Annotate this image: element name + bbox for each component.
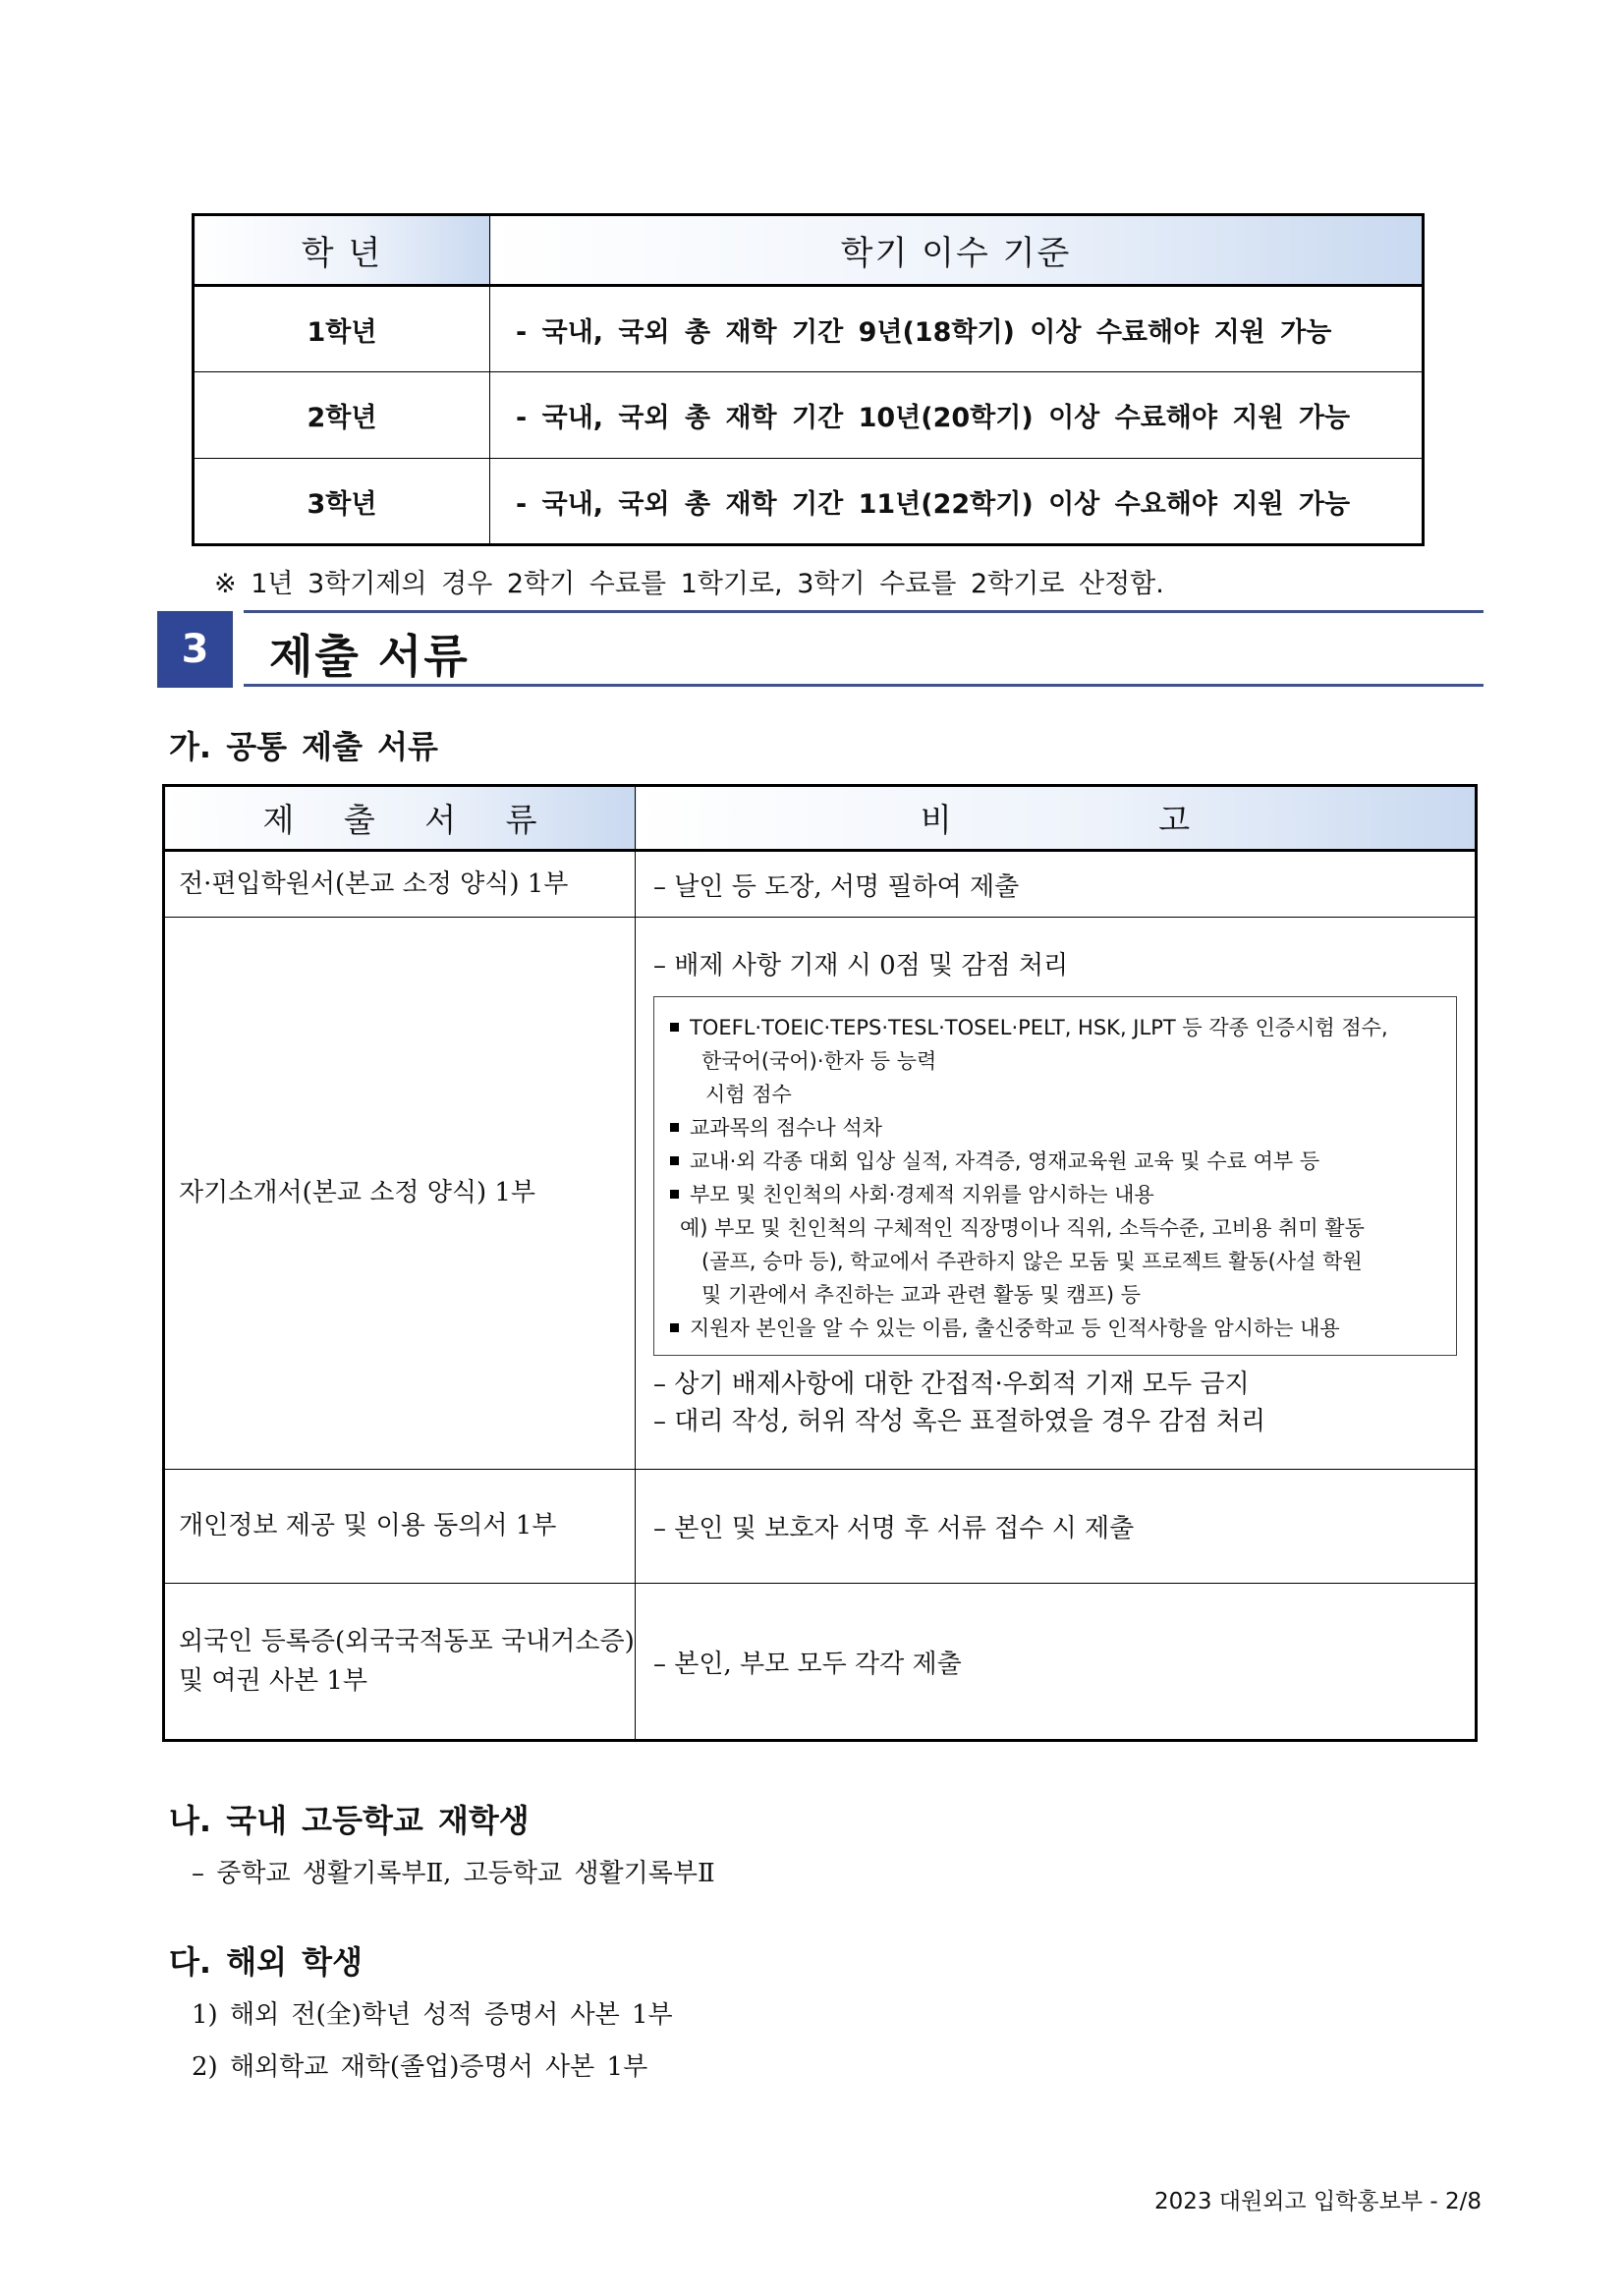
grade-cell: 1학년 [194, 286, 490, 372]
document-cell: 전·편입학원서(본교 소정 양식) 1부 [164, 851, 636, 918]
remark-cell [636, 918, 1477, 1470]
remark-cell: – 본인 및 보호자 서명 후 서류 접수 시 제출 [636, 1470, 1477, 1584]
remark-line: – 배제 사항 기재 시 0점 및 감점 처리 [653, 950, 1069, 980]
semester-criteria-table [192, 213, 1425, 546]
section-divider-bottom [244, 684, 1484, 687]
subheading-overseas-students: 다. 해외 학생 [169, 1943, 363, 1981]
table-row [164, 851, 1477, 918]
exclusion-box [653, 996, 1457, 1356]
table-row [164, 918, 1477, 1470]
grade-cell: 2학년 [194, 372, 490, 459]
section-divider-top [244, 610, 1484, 613]
overseas-item: 1) 해외 전(全)학년 성적 증명서 사본 1부 [192, 2000, 673, 2030]
document-cell [164, 1584, 636, 1741]
criteria-cell: - 국내, 국외 총 재학 기간 9년(18학기) 이상 수료해야 지원 가능 [490, 286, 1424, 372]
document-cell: 개인정보 제공 및 이용 동의서 1부 [164, 1470, 636, 1584]
table-row [194, 286, 1424, 372]
list-item-continuation: 한국어(국어)·한자 등 능력 [701, 1048, 937, 1073]
square-bullet-icon [670, 1190, 679, 1199]
column-header-remarks: 비 고 [636, 786, 1477, 851]
document-cell: 자기소개서(본교 소정 양식) 1부 [164, 918, 636, 1470]
semester-note: ※ 1년 3학기제의 경우 2학기 수료를 1학기로, 3학기 수료를 2학기로 산정함. [214, 569, 1164, 599]
grade-cell: 3학년 [194, 459, 490, 545]
domestic-documents-line: – 중학교 생활기록부Ⅱ, 고등학교 생활기록부Ⅱ [192, 1859, 715, 1888]
document-line: 및 여권 사본 1부 [179, 1666, 368, 1696]
list-item: 부모 및 친인척의 사회·경제적 지위를 암시하는 내용 [668, 1178, 1442, 1211]
square-bullet-icon [670, 1156, 679, 1165]
column-header-grade: 학 년 [194, 215, 490, 286]
example-continuation: (골프, 승마 등), 학교에서 주관하지 않은 모둠 및 프로젝트 활동(사설 학원 [701, 1249, 1363, 1273]
subheading-common-documents: 가. 공통 제출 서류 [169, 728, 438, 765]
column-header-criteria: 학기 이수 기준 [490, 215, 1424, 286]
section-number: 3 [157, 611, 233, 688]
remark-line: – 대리 작성, 허위 작성 혹은 표절하였을 경우 감점 처리 [653, 1406, 1266, 1436]
table-row [164, 1584, 1477, 1741]
documents-table [162, 784, 1478, 1742]
criteria-cell: - 국내, 국외 총 재학 기간 11년(22학기) 이상 수요해야 지원 가능 [490, 459, 1424, 545]
section-title: 제출 서류 [269, 630, 470, 683]
example-continuation: 및 기관에서 추진하는 교과 관련 활동 및 캠프) 등 [701, 1282, 1142, 1307]
overseas-item: 2) 해외학교 재학(졸업)증명서 사본 1부 [192, 2052, 648, 2082]
list-item: TOEFL·TOEIC·TEPS·TESL·TOSEL·PELT, HSK, JLPT 등 각종 인증시험 점수, [668, 1011, 1442, 1044]
list-item: 교내·외 각종 대회 입상 실적, 자격증, 영재교육원 교육 및 수료 여부 등 [668, 1145, 1442, 1178]
table-header-row [164, 786, 1477, 851]
square-bullet-icon [670, 1123, 679, 1132]
square-bullet-icon [670, 1323, 679, 1332]
remark-line: – 상기 배제사항에 대한 간접적·우회적 기재 모두 금지 [653, 1369, 1250, 1399]
list-item: 교과목의 점수나 석차 [668, 1111, 1442, 1145]
table-row [164, 1470, 1477, 1584]
table-row [194, 372, 1424, 459]
page-footer: 2023 대원외고 입학홍보부 - 2/8 [1153, 2189, 1482, 2214]
table-header-row [194, 215, 1424, 286]
remark-cell: – 본인, 부모 모두 각각 제출 [636, 1584, 1477, 1741]
list-item: 지원자 본인을 알 수 있는 이름, 출신중학교 등 인적사항을 암시하는 내용 [668, 1312, 1442, 1345]
criteria-cell: - 국내, 국외 총 재학 기간 10년(20학기) 이상 수료해야 지원 가능 [490, 372, 1424, 459]
column-header-documents: 제 출 서 류 [164, 786, 636, 851]
remark-cell: – 날인 등 도장, 서명 필하여 제출 [636, 851, 1477, 918]
list-item-continuation: 시험 점수 [705, 1082, 792, 1106]
square-bullet-icon [670, 1023, 679, 1032]
example-line: 예) 부모 및 친인척의 구체적인 직장명이나 직위, 소득수준, 고비용 취미 활동 [680, 1215, 1365, 1240]
table-row [194, 459, 1424, 545]
subheading-domestic-students: 나. 국내 고등학교 재학생 [169, 1802, 530, 1839]
document-line: 외국인 등록증(외국국적동포 국내거소증) [179, 1626, 635, 1656]
